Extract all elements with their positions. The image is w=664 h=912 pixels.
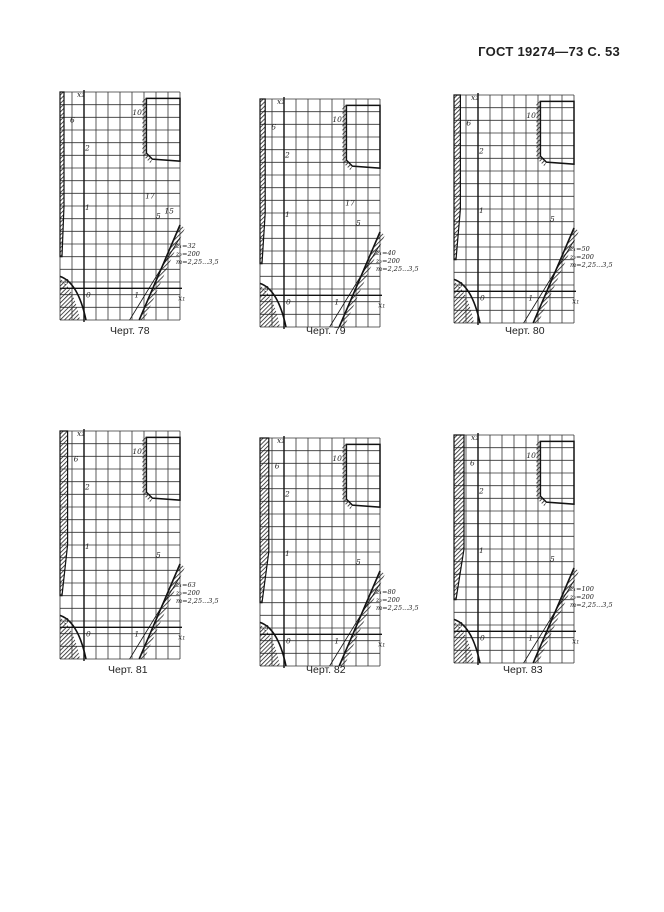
left-boundary-zone <box>454 435 464 600</box>
param-1: z₁=50 <box>570 244 590 253</box>
figure-caption: Черт. 83 <box>503 664 543 676</box>
figure-5 <box>254 434 419 668</box>
nomogram-diagram <box>254 95 419 329</box>
nomogram-diagram <box>448 91 613 325</box>
label-10: 10 <box>132 107 142 117</box>
nomogram-diagram <box>448 431 613 665</box>
figure-caption: Черт. 82 <box>306 664 346 676</box>
left-boundary-zone <box>260 438 269 603</box>
label-10: 10 <box>526 110 536 120</box>
label-6: 6 <box>470 458 475 468</box>
label-5: 5 <box>156 550 161 560</box>
label-5: 5 <box>356 218 361 228</box>
label-10: 10 <box>132 446 142 456</box>
label-5: 5 <box>550 554 555 564</box>
x2-axis-label: x₂ <box>471 433 479 442</box>
label-x1-one: 1 <box>528 633 534 643</box>
label-x1-one: 1 <box>134 629 140 639</box>
grid <box>260 99 380 327</box>
x2-axis-label: x₂ <box>77 429 85 438</box>
label-17: 17 <box>145 191 155 201</box>
grid <box>60 431 180 659</box>
figure-3 <box>448 91 613 325</box>
curve-5-hatch <box>533 568 579 663</box>
origin-label: 0 <box>286 297 291 307</box>
label-6: 6 <box>271 122 276 132</box>
x2-axis-label: x₂ <box>471 93 479 102</box>
param-2: z₂=200 <box>570 592 594 601</box>
curve-5-hatch <box>139 564 185 659</box>
param-1: z₁=40 <box>376 248 396 257</box>
label-1: 1 <box>479 545 484 555</box>
label-2: 2 <box>85 482 90 492</box>
figure-4 <box>54 427 219 661</box>
lower-left-zone <box>260 624 280 666</box>
param-2: z₂=200 <box>570 252 594 261</box>
x2-axis-label: x₂ <box>277 436 285 445</box>
grid <box>454 435 574 663</box>
label-10: 10 <box>332 453 342 463</box>
param-2: z₂=200 <box>176 249 200 258</box>
label-6: 6 <box>466 118 472 128</box>
label-10: 10 <box>332 114 342 124</box>
label-6: 6 <box>70 115 75 125</box>
left-boundary-zone <box>260 99 265 264</box>
lower-left-zone <box>454 281 474 323</box>
label-2: 2 <box>285 489 290 499</box>
label-9: 9 <box>264 623 269 633</box>
param-2: z₂=200 <box>376 256 400 265</box>
figure-caption: Черт. 79 <box>306 325 346 337</box>
figure-2 <box>254 95 419 329</box>
label-5: 5 <box>356 557 361 567</box>
nomogram-diagram <box>54 88 219 322</box>
param-3: m=2,25...3,5 <box>376 603 419 612</box>
label-1: 1 <box>285 209 290 219</box>
x1-axis-label: x₁ <box>378 300 386 310</box>
lower-left-zone <box>260 285 280 327</box>
lower-left-zone <box>60 617 80 659</box>
label-1: 1 <box>479 205 484 215</box>
x2-axis-label: x₂ <box>77 90 85 99</box>
lower-left-zone <box>454 621 474 663</box>
label-17: 17 <box>345 198 355 208</box>
origin-label: 0 <box>286 636 291 646</box>
param-1: z₁=32 <box>176 241 196 250</box>
label-2: 2 <box>479 486 484 496</box>
param-3: m=2,25...3,5 <box>570 260 613 269</box>
param-3: m=2,25...3,5 <box>176 596 219 605</box>
label-5: 5 <box>156 211 161 221</box>
figure-1 <box>54 88 219 322</box>
left-boundary-zone <box>60 431 68 596</box>
figure-caption: Черт. 81 <box>108 664 148 676</box>
left-boundary-zone <box>454 95 460 260</box>
left-boundary-zone <box>60 92 64 257</box>
param-3: m=2,25...3,5 <box>376 264 419 273</box>
label-1: 1 <box>85 202 90 212</box>
label-5: 5 <box>550 214 555 224</box>
param-1: z₁=100 <box>570 584 594 593</box>
param-2: z₂=200 <box>176 588 200 597</box>
curve-5-hatch <box>339 232 385 327</box>
label-x1-one: 1 <box>134 290 140 300</box>
label-x1-one: 1 <box>334 636 340 646</box>
param-2: z₂=200 <box>376 595 400 604</box>
curve-5-hatch <box>139 225 185 320</box>
param-3: m=2,25...3,5 <box>176 257 219 266</box>
x1-axis-label: x₁ <box>178 293 186 303</box>
nomogram-diagram <box>254 434 419 668</box>
label-9: 9 <box>264 284 269 294</box>
label-6: 6 <box>274 461 280 471</box>
figure-6 <box>448 431 613 665</box>
figure-caption: Черт. 78 <box>110 325 150 337</box>
label-x1-one: 1 <box>528 293 534 303</box>
origin-label: 0 <box>480 633 485 643</box>
origin-label: 0 <box>86 290 91 300</box>
x1-axis-label: x₁ <box>178 632 186 642</box>
x1-axis-label: x₁ <box>378 639 386 649</box>
label-6: 6 <box>73 454 79 464</box>
x2-axis-label: x₂ <box>277 97 285 106</box>
figure-caption: Черт. 80 <box>505 325 545 337</box>
label-2: 2 <box>285 150 290 160</box>
label-10: 10 <box>526 450 536 460</box>
label-1: 1 <box>285 548 290 558</box>
param-1: z₁=80 <box>376 587 396 596</box>
origin-label: 0 <box>86 629 91 639</box>
label-2: 2 <box>85 143 90 153</box>
x1-axis-label: x₁ <box>572 296 580 306</box>
page-header: ГОСТ 19274—73 С. 53 <box>478 44 620 59</box>
label-1: 1 <box>85 541 90 551</box>
label-15: 15 <box>164 206 174 216</box>
origin-label: 0 <box>480 293 485 303</box>
grid <box>454 95 574 323</box>
label-9: 9 <box>458 620 463 630</box>
curve-5-hatch <box>533 228 579 323</box>
curve-5-hatch <box>339 571 385 666</box>
label-x1-one: 1 <box>334 297 340 307</box>
param-3: m=2,25...3,5 <box>570 600 613 609</box>
label-9: 9 <box>458 280 463 290</box>
label-9: 9 <box>64 616 69 626</box>
label-2: 2 <box>479 146 484 156</box>
lower-left-zone <box>60 278 80 320</box>
label-9: 9 <box>64 277 69 287</box>
param-1: z₁=63 <box>176 580 196 589</box>
grid <box>60 92 180 320</box>
nomogram-diagram <box>54 427 219 661</box>
grid <box>260 438 380 666</box>
x1-axis-label: x₁ <box>572 636 580 646</box>
